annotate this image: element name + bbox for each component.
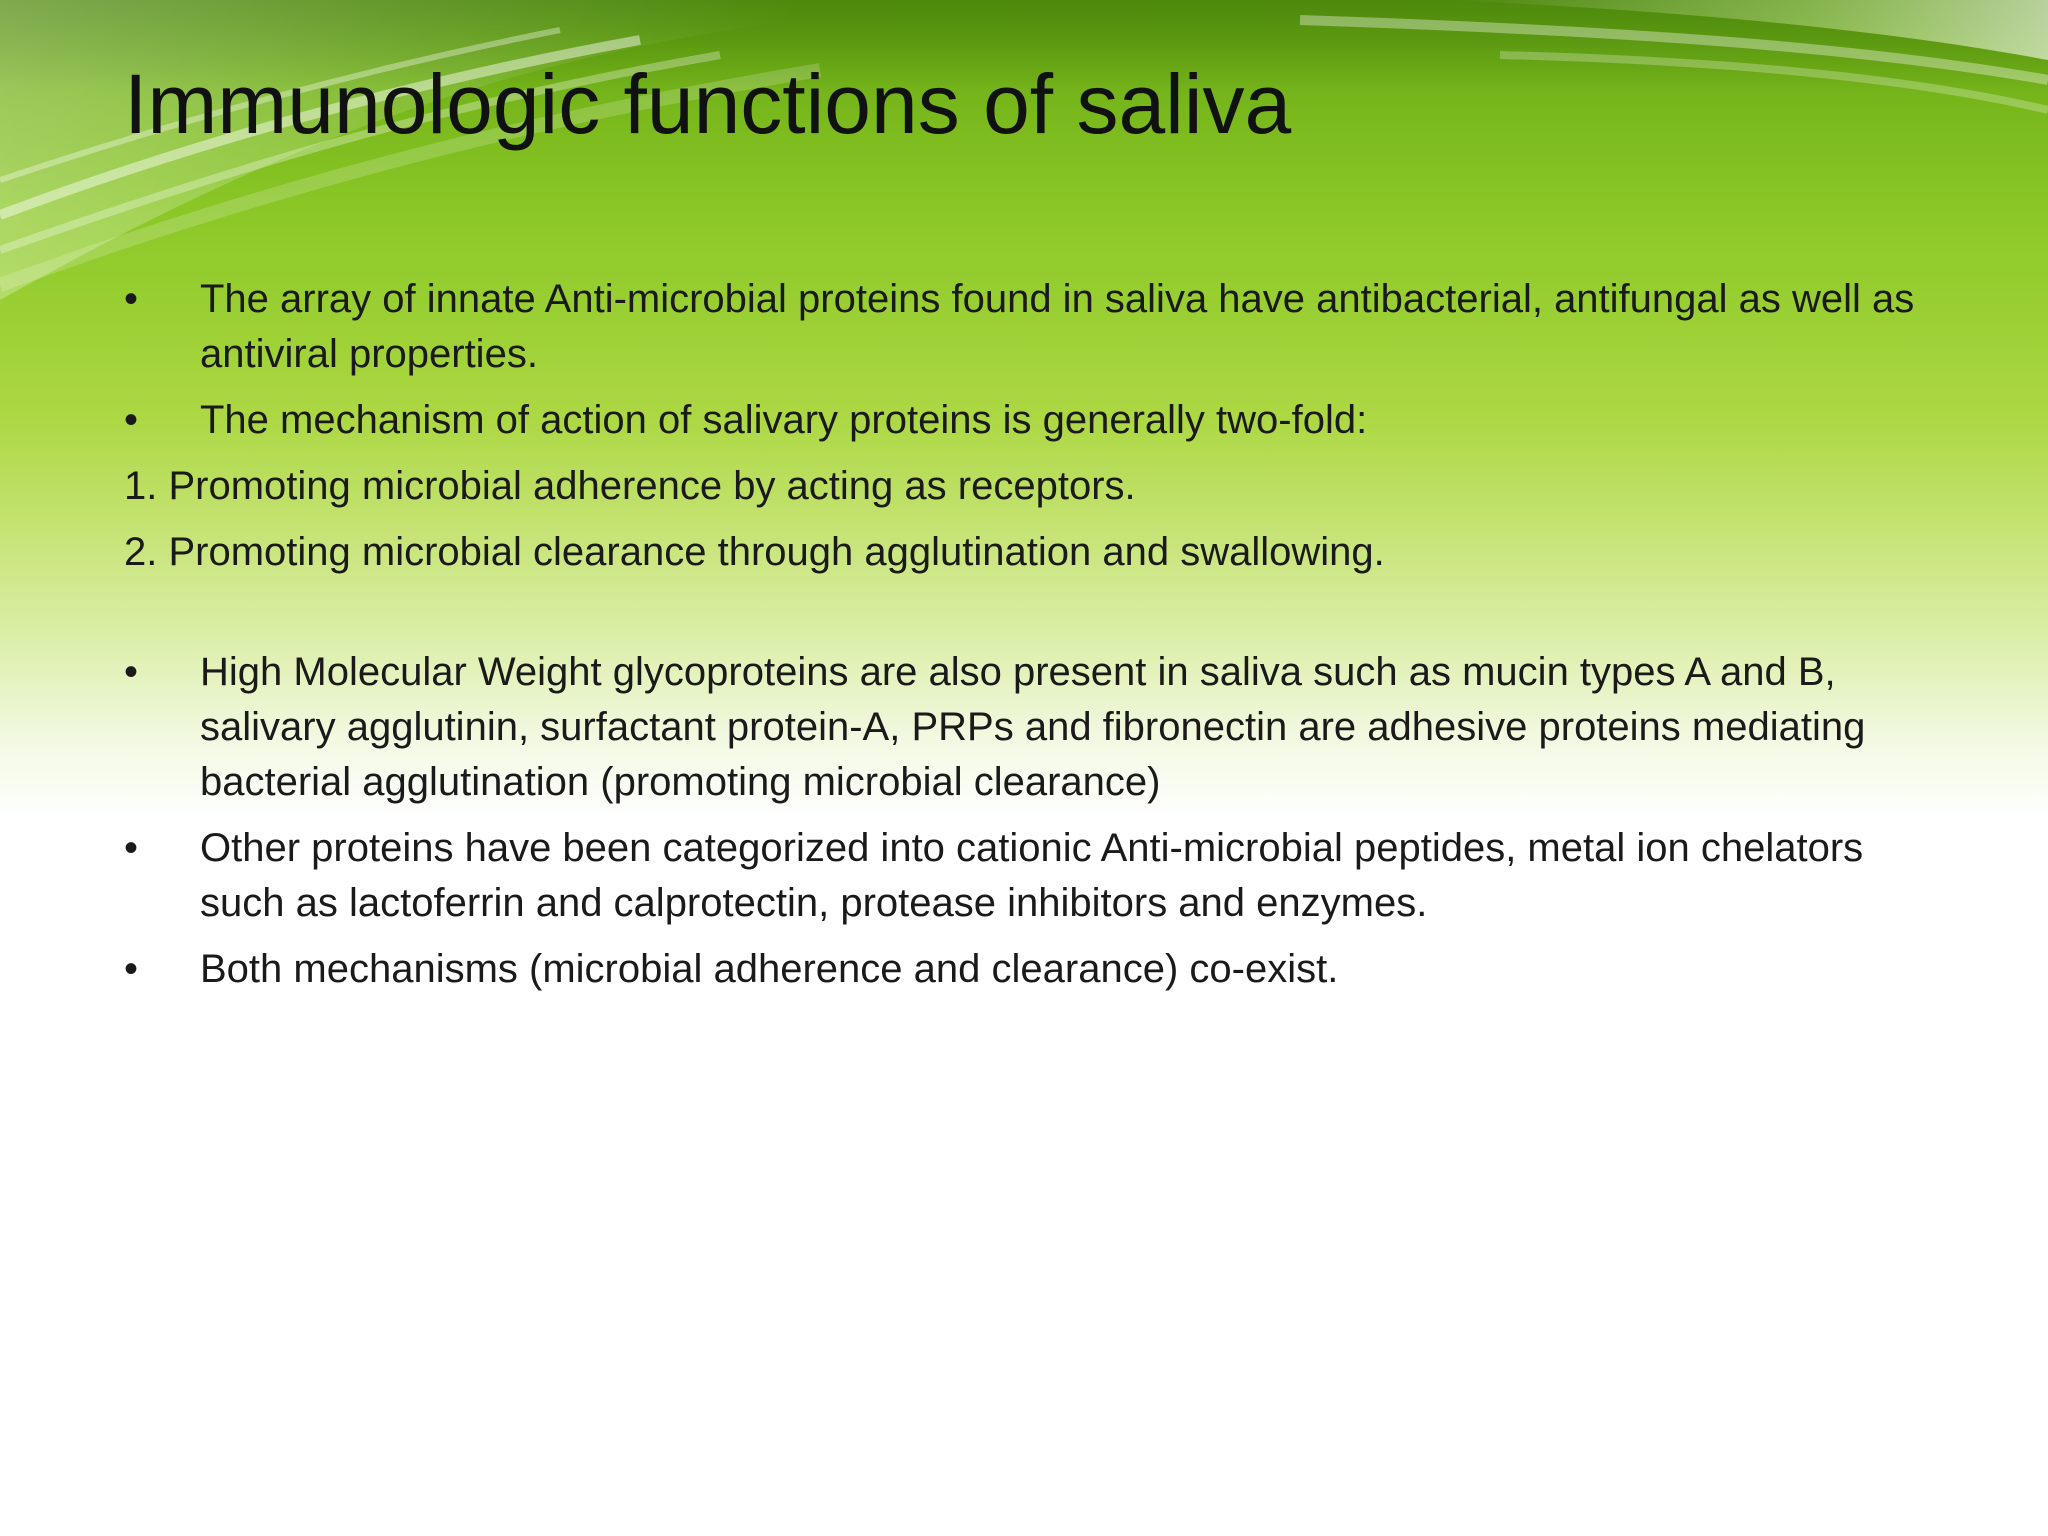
bullet-text: The mechanism of action of salivary proteins is generally two-fold: bbox=[200, 398, 1368, 442]
bullet-text: Both mechanisms (microbial adherence and clearance) co-exist. bbox=[200, 947, 1339, 991]
bullet-item bbox=[124, 645, 1944, 810]
bullet-marker: • bbox=[124, 398, 139, 442]
bullet-marker: • bbox=[124, 947, 139, 991]
bullet-item bbox=[124, 393, 1944, 448]
bullet-item bbox=[124, 821, 1944, 931]
slide-title: Immunologic functions of saliva bbox=[124, 57, 1292, 151]
bullet-text: Other proteins have been categorized into cationic Anti-microbial peptides, metal ion chelators such as lactoferrin and calprotectin, protease inhibitors and enzymes. bbox=[200, 826, 1864, 925]
bullet-marker: • bbox=[124, 826, 139, 870]
bullet-item bbox=[124, 942, 1944, 997]
bullet-marker: • bbox=[124, 277, 139, 321]
numbered-item: 1. Promoting microbial adherence by acting as receptors. bbox=[124, 464, 1136, 508]
slide-body bbox=[124, 272, 1944, 1008]
bullet-text: High Molecular Weight glycoproteins are also present in saliva such as mucin types A and B, salivary agglutinin, surfactant protein-A, PRPs and fibronectin are adhesive proteins mediating bacterial agglutination (promoting microbial clearance) bbox=[200, 650, 1866, 804]
numbered-item: 2. Promoting microbial clearance through agglutination and swallowing. bbox=[124, 530, 1385, 574]
spacer bbox=[124, 591, 1944, 645]
bullet-marker: • bbox=[124, 650, 139, 694]
bullet-text: The array of innate Anti-microbial proteins found in saliva have antibacterial, antifungal as well as antiviral properties. bbox=[200, 277, 1915, 376]
bullet-item bbox=[124, 272, 1944, 382]
